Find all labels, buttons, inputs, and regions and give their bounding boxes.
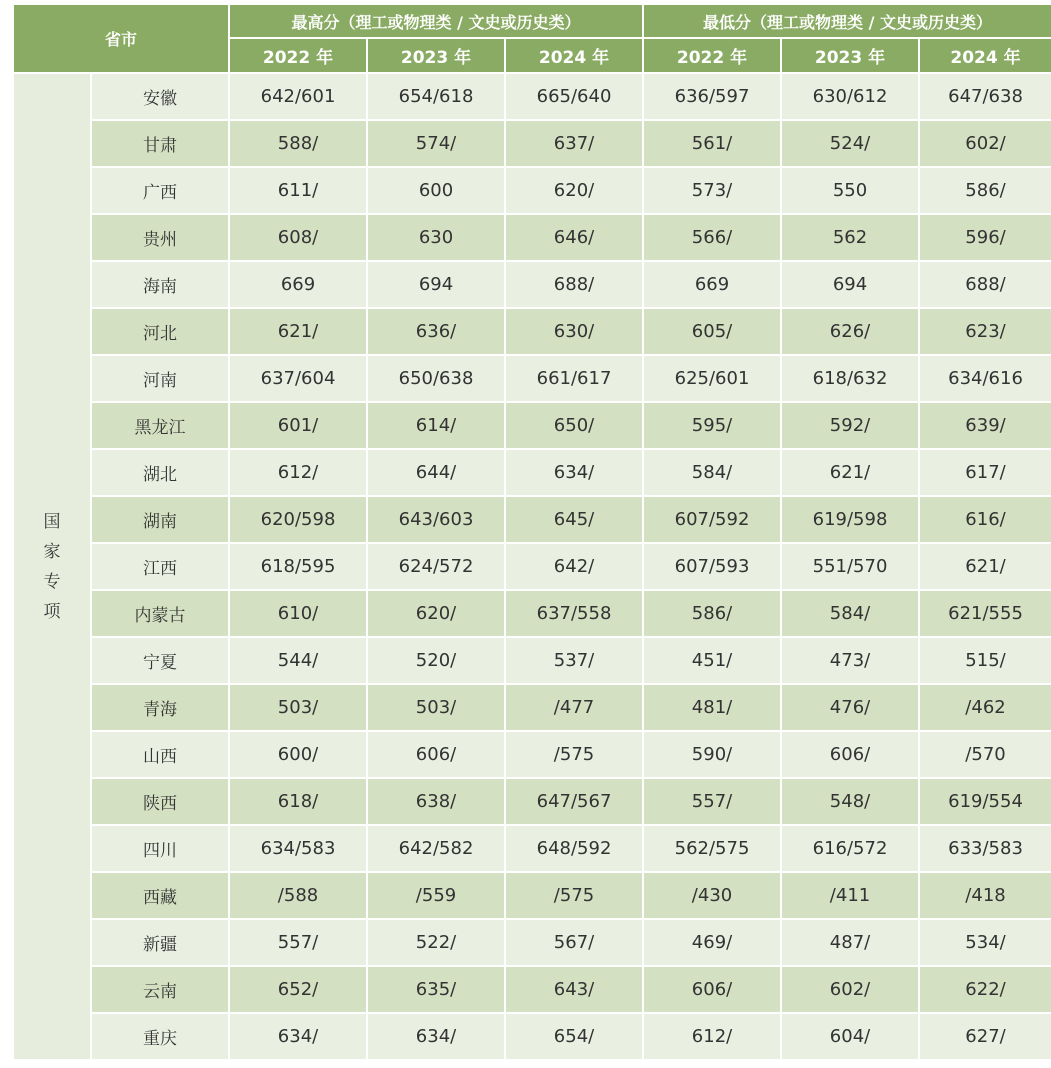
table-row bbox=[13, 73, 1051, 120]
table-row bbox=[13, 449, 1051, 496]
score-cell: 614/ bbox=[367, 402, 505, 449]
score-cell: 586/ bbox=[643, 590, 781, 637]
table-row bbox=[13, 825, 1051, 872]
table-row bbox=[13, 590, 1051, 637]
province-cell: 山西 bbox=[91, 731, 229, 778]
province-cell: 青海 bbox=[91, 684, 229, 731]
score-cell: 639/ bbox=[919, 402, 1051, 449]
score-cell: 688/ bbox=[505, 261, 643, 308]
score-cell: 634/ bbox=[367, 1013, 505, 1060]
score-cell: 608/ bbox=[229, 214, 367, 261]
score-cell: 617/ bbox=[919, 449, 1051, 496]
score-cell: 621/ bbox=[919, 543, 1051, 590]
year-header-min-2022: 2022 年 bbox=[643, 38, 781, 73]
score-cell: 618/632 bbox=[781, 355, 919, 402]
score-cell: 522/ bbox=[367, 919, 505, 966]
table-row bbox=[13, 684, 1051, 731]
score-cell: /575 bbox=[505, 731, 643, 778]
score-cell: 669 bbox=[229, 261, 367, 308]
score-cell: 605/ bbox=[643, 308, 781, 355]
table-row bbox=[13, 120, 1051, 167]
score-cell: 616/ bbox=[919, 496, 1051, 543]
province-cell: 重庆 bbox=[91, 1013, 229, 1060]
score-cell: 636/ bbox=[367, 308, 505, 355]
score-cell: 602/ bbox=[781, 966, 919, 1013]
score-cell: 566/ bbox=[643, 214, 781, 261]
score-cell: 644/ bbox=[367, 449, 505, 496]
score-cell: 551/570 bbox=[781, 543, 919, 590]
score-cell: 476/ bbox=[781, 684, 919, 731]
score-cell: 622/ bbox=[919, 966, 1051, 1013]
province-cell: 黑龙江 bbox=[91, 402, 229, 449]
score-cell: 573/ bbox=[643, 167, 781, 214]
score-cell: 584/ bbox=[643, 449, 781, 496]
score-cell: 694 bbox=[367, 261, 505, 308]
score-cell: 642/582 bbox=[367, 825, 505, 872]
score-cell: 612/ bbox=[643, 1013, 781, 1060]
score-cell: 634/ bbox=[229, 1013, 367, 1060]
score-cell: 561/ bbox=[643, 120, 781, 167]
score-cell: /462 bbox=[919, 684, 1051, 731]
score-cell: 595/ bbox=[643, 402, 781, 449]
score-cell: 642/ bbox=[505, 543, 643, 590]
table-row bbox=[13, 966, 1051, 1013]
score-cell: 606/ bbox=[781, 731, 919, 778]
table-row bbox=[13, 637, 1051, 684]
score-cell: 562/575 bbox=[643, 825, 781, 872]
score-cell: 665/640 bbox=[505, 73, 643, 120]
province-cell: 贵州 bbox=[91, 214, 229, 261]
score-cell: 637/ bbox=[505, 120, 643, 167]
score-cell: 602/ bbox=[919, 120, 1051, 167]
score-cell: 618/595 bbox=[229, 543, 367, 590]
score-cell: 451/ bbox=[643, 637, 781, 684]
score-cell: 469/ bbox=[643, 919, 781, 966]
score-cell: /411 bbox=[781, 872, 919, 919]
score-cell: 557/ bbox=[643, 778, 781, 825]
score-cell: 611/ bbox=[229, 167, 367, 214]
score-cell: 645/ bbox=[505, 496, 643, 543]
score-cell: 647/567 bbox=[505, 778, 643, 825]
province-cell: 内蒙古 bbox=[91, 590, 229, 637]
score-cell: 612/ bbox=[229, 449, 367, 496]
score-cell: 630/ bbox=[505, 308, 643, 355]
score-cell: 633/583 bbox=[919, 825, 1051, 872]
province-cell: 新疆 bbox=[91, 919, 229, 966]
score-cell: 634/583 bbox=[229, 825, 367, 872]
table-row bbox=[13, 261, 1051, 308]
score-cell: 646/ bbox=[505, 214, 643, 261]
score-cell: 619/598 bbox=[781, 496, 919, 543]
table-row bbox=[13, 778, 1051, 825]
score-cell: 669 bbox=[643, 261, 781, 308]
table-row bbox=[13, 355, 1051, 402]
score-cell: /575 bbox=[505, 872, 643, 919]
score-cell: 524/ bbox=[781, 120, 919, 167]
score-cell: 619/554 bbox=[919, 778, 1051, 825]
score-cell: 621/ bbox=[229, 308, 367, 355]
table-row bbox=[13, 496, 1051, 543]
table-row bbox=[13, 731, 1051, 778]
year-header-min-2024: 2024 年 bbox=[919, 38, 1051, 73]
score-cell: /570 bbox=[919, 731, 1051, 778]
score-cell: 638/ bbox=[367, 778, 505, 825]
score-cell: 473/ bbox=[781, 637, 919, 684]
score-cell: 590/ bbox=[643, 731, 781, 778]
score-cell: 562 bbox=[781, 214, 919, 261]
score-cell: 596/ bbox=[919, 214, 1051, 261]
score-cell: 548/ bbox=[781, 778, 919, 825]
province-cell: 安徽 bbox=[91, 73, 229, 120]
score-cell: 648/592 bbox=[505, 825, 643, 872]
score-cell: 487/ bbox=[781, 919, 919, 966]
score-cell: /477 bbox=[505, 684, 643, 731]
score-cell: 503/ bbox=[367, 684, 505, 731]
score-cell: 544/ bbox=[229, 637, 367, 684]
score-cell: 626/ bbox=[781, 308, 919, 355]
score-cell: 635/ bbox=[367, 966, 505, 1013]
province-cell: 甘肃 bbox=[91, 120, 229, 167]
score-cell: 630/612 bbox=[781, 73, 919, 120]
score-cell: 618/ bbox=[229, 778, 367, 825]
score-cell: /430 bbox=[643, 872, 781, 919]
year-header-max-2024: 2024 年 bbox=[505, 38, 643, 73]
score-cell: 621/ bbox=[781, 449, 919, 496]
score-cell: 650/ bbox=[505, 402, 643, 449]
province-cell: 湖北 bbox=[91, 449, 229, 496]
province-column-header: 省市 bbox=[13, 4, 229, 73]
table-row bbox=[13, 214, 1051, 261]
score-cell: 537/ bbox=[505, 637, 643, 684]
score-cell: 637/604 bbox=[229, 355, 367, 402]
score-cell: 574/ bbox=[367, 120, 505, 167]
score-cell: 567/ bbox=[505, 919, 643, 966]
group-label: 国家专项 bbox=[43, 511, 61, 622]
score-cell: 625/601 bbox=[643, 355, 781, 402]
score-cell: 627/ bbox=[919, 1013, 1051, 1060]
score-cell: 550 bbox=[781, 167, 919, 214]
province-cell: 湖南 bbox=[91, 496, 229, 543]
score-cell: 481/ bbox=[643, 684, 781, 731]
province-cell: 宁夏 bbox=[91, 637, 229, 684]
score-cell: /588 bbox=[229, 872, 367, 919]
table-header bbox=[13, 4, 1051, 73]
score-cell: 584/ bbox=[781, 590, 919, 637]
score-cell: 620/ bbox=[367, 590, 505, 637]
score-cell: 637/558 bbox=[505, 590, 643, 637]
table-row bbox=[13, 308, 1051, 355]
table-row bbox=[13, 872, 1051, 919]
score-cell: 601/ bbox=[229, 402, 367, 449]
score-cell: 588/ bbox=[229, 120, 367, 167]
year-header-min-2023: 2023 年 bbox=[781, 38, 919, 73]
score-cell: 630 bbox=[367, 214, 505, 261]
score-cell: 634/616 bbox=[919, 355, 1051, 402]
score-cell: /418 bbox=[919, 872, 1051, 919]
score-cell: 606/ bbox=[367, 731, 505, 778]
table-row bbox=[13, 1013, 1051, 1060]
province-cell: 河北 bbox=[91, 308, 229, 355]
province-cell: 陕西 bbox=[91, 778, 229, 825]
year-header-max-2023: 2023 年 bbox=[367, 38, 505, 73]
province-cell: 广西 bbox=[91, 167, 229, 214]
score-cell: 694 bbox=[781, 261, 919, 308]
score-cell: 534/ bbox=[919, 919, 1051, 966]
province-cell: 云南 bbox=[91, 966, 229, 1013]
score-cell: 616/572 bbox=[781, 825, 919, 872]
score-cell: 600 bbox=[367, 167, 505, 214]
score-cell: 606/ bbox=[643, 966, 781, 1013]
group-label-cell bbox=[13, 73, 91, 1060]
score-cell: 520/ bbox=[367, 637, 505, 684]
min-score-header: 最低分（理工或物理类 / 文史或历史类） bbox=[643, 4, 1051, 38]
score-table bbox=[12, 3, 1051, 1061]
score-cell: 586/ bbox=[919, 167, 1051, 214]
score-cell: 634/ bbox=[505, 449, 643, 496]
score-cell: 503/ bbox=[229, 684, 367, 731]
score-cell: 661/617 bbox=[505, 355, 643, 402]
score-cell: /559 bbox=[367, 872, 505, 919]
province-cell: 江西 bbox=[91, 543, 229, 590]
score-cell: 652/ bbox=[229, 966, 367, 1013]
score-cell: 607/592 bbox=[643, 496, 781, 543]
table-row bbox=[13, 543, 1051, 590]
province-cell: 西藏 bbox=[91, 872, 229, 919]
score-cell: 557/ bbox=[229, 919, 367, 966]
max-score-header: 最高分（理工或物理类 / 文史或历史类） bbox=[229, 4, 643, 38]
score-cell: 636/597 bbox=[643, 73, 781, 120]
score-cell: 643/603 bbox=[367, 496, 505, 543]
score-cell: 623/ bbox=[919, 308, 1051, 355]
score-cell: 624/572 bbox=[367, 543, 505, 590]
score-cell: 620/ bbox=[505, 167, 643, 214]
score-cell: 620/598 bbox=[229, 496, 367, 543]
score-cell: 647/638 bbox=[919, 73, 1051, 120]
table-row bbox=[13, 167, 1051, 214]
score-cell: 592/ bbox=[781, 402, 919, 449]
table-row bbox=[13, 919, 1051, 966]
score-cell: 643/ bbox=[505, 966, 643, 1013]
score-cell: 650/638 bbox=[367, 355, 505, 402]
score-cell: 642/601 bbox=[229, 73, 367, 120]
table-body bbox=[13, 73, 1051, 1060]
province-cell: 海南 bbox=[91, 261, 229, 308]
score-cell: 610/ bbox=[229, 590, 367, 637]
score-cell: 515/ bbox=[919, 637, 1051, 684]
score-cell: 654/ bbox=[505, 1013, 643, 1060]
table-row bbox=[13, 402, 1051, 449]
year-header-max-2022: 2022 年 bbox=[229, 38, 367, 73]
score-cell: 607/593 bbox=[643, 543, 781, 590]
score-cell: 654/618 bbox=[367, 73, 505, 120]
score-cell: 600/ bbox=[229, 731, 367, 778]
province-cell: 四川 bbox=[91, 825, 229, 872]
province-cell: 河南 bbox=[91, 355, 229, 402]
score-cell: 688/ bbox=[919, 261, 1051, 308]
score-cell: 604/ bbox=[781, 1013, 919, 1060]
score-cell: 621/555 bbox=[919, 590, 1051, 637]
